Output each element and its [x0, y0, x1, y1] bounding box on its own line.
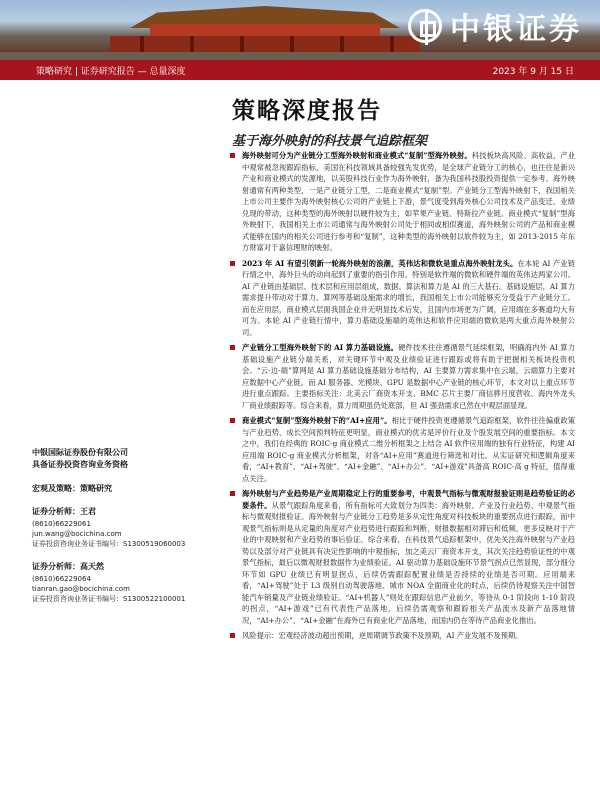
paragraph-text: 科技板块高风险、高收益，产业中观常被忽视跟踪指标，美国在科技领域具备较强先发优势，是全球产业链分工的核心，也往往是新兴产业和商业模式的发源地，以美股科技行业作为海外映射，备为我国科技股投资提供一定参考。海外映射通常有两种类型，一是产业链分工型，二是商业模式“复制”型。产业链分工型海外映射下，我国相关上市公司主要作为海外映射核心公司的产业链上下游，景气度受到海外核心公司技术及产品变迁、业绩兑现的带动，这种类型的海外映射以硬件较为主，如苹果产业链、特斯拉产业链。商业模式“复制”型海外映射下，我国相关上市公司通常与海外映射公司处于相同或相似赛道，海外映射公司的产品和商业模式能够在国内的相关公司进行参考和“复制”，这种类型的海外映射以软件较为主，如 2013-2015 年东方财富对于嘉信理财的映射。 [242, 151, 575, 252]
bank-logo-icon [408, 9, 442, 43]
analyst-name: 证券分析师：高天然 [32, 562, 104, 571]
analyst-email[interactable]: jun.wang@bocichina.com [32, 530, 122, 538]
summary-paragraph [230, 415, 575, 484]
summary-paragraph [230, 258, 575, 339]
report-category: 策略研究 | 证券研究报告 — 总量深度 [36, 66, 186, 77]
analyst-card [32, 506, 222, 549]
summary-paragraph [230, 488, 575, 626]
paragraph-lead: 2023 年 AI 有望引领新一轮海外映射的浪潮，英伟达和微软是重点海外映射龙头。 [242, 258, 518, 268]
paragraph-lead: 海外映射与产业趋势是产业周期稳定上行的重要参考，中观景气指标与微观财报验证则是趋势验证的必要条件。 [242, 489, 575, 510]
brand-name: 中银证券 [450, 12, 582, 47]
paragraph-text: 风险提示：宏观经济波动超出预期，逆周期调节政策不及预期，AI 产业发展不及预期。 [242, 631, 523, 640]
analyst-phone: (8610)66229064 [32, 575, 91, 583]
bullet-square-icon [230, 491, 235, 496]
analyst-email[interactable]: tianran.gao@bocichina.com [32, 585, 130, 593]
paragraph-lead: 商业模式“复制”型海外映射下的“AI+应用”。 [242, 416, 392, 425]
research-field: 宏观及策略：策略研究 [32, 484, 112, 493]
analyst-name: 证券分析师：王君 [32, 507, 96, 516]
cover-banner [0, 0, 600, 60]
analyst-phone: (8610)66229061 [32, 520, 91, 528]
paragraph-text: 从景气跟踪角度来看，所有指标可大致划分为四类：海外映射、产业及行业趋势、中观景气指标与微观财报验证。海外映射与产业链分工趋势是多从定性角度对科技板块的重要拐点进行跟踪，而中观景气指标则是从定量的角度对产业趋势进行跟踪和判断，财报数据相对滞后和低频，更多反映对于产业的中观映射和产业趋势的事后验证。综合来看，在科技景气追踪框架中，优先关注海外映射与产业趋势以及部分对产业链具有决定性影响的中观指标，加之美云厂商资本开支，其次关注趋势验证性的中观景气指标，最后以微观财报数据作为业绩验证。AI 驱动算力基础设施环节景气拐点已然显现，部分细分环节如 GPU 业绩已有明显拐点，后续仍需跟踪配置业绩是否持续的业绩是否可期。应用端来看，“AI+驾驶”处于 L3 级别自动驾驶落地、城市 NOA 全面商业化的时点，后续仍待观察关注中国智能汽车销量及产业链业绩验证。“AI+机器人”则处在跟踪信息产业前夕，等待从 0-1 阶段向 1-10 阶段的拐点，“AI+游戏”已有代表性产品落地，后续仍需观察和跟踪相关产品流水及新产品落地情况，“AI+办公”、“AI+金融”在海外已有商业化产品落地，而国内仍在等待产品商业化推出。 [242, 500, 575, 625]
bullet-square-icon [230, 261, 235, 266]
bullet-square-icon [230, 153, 235, 158]
org-qualification: 具备证券投资咨询业务资格 [32, 460, 128, 469]
summary-paragraph [230, 150, 575, 254]
report-date: 2023 年 9 月 15 日 [492, 66, 574, 77]
paragraph-text: 硬件技术往往遵循景气延续框架，明确海内外 AI 算力基础设施产业链分端关系，对关键环节中观及业绩验证进行跟踪或将有助于把握相关板块投资机会。“云-边-端”算网是 AI 算力基础设施基础分布结构，AI 主要算力需求集中在云端，云端算力主要对应数据中心产业链。而 AI 服务器、光模块、GPU 是数据中心产业链的核心环节，本文对以上重点环节进行重点跟踪。主要指标关注：北美云厂商资本开支、BMC 芯片主要厂商信骅月度营收、海内外龙头厂商业绩跟踪等。综合来看，算力周期虽仍处底部，但 AI 强劲需求已然在中观层面显现。 [242, 343, 575, 410]
analyst-license: 证券投资咨询业务证书编号：S1300519060003 [32, 540, 186, 548]
paragraph-text: 在本轮 AI 产业链行情之中，海外巨头的动向起到了重要的指引作用，特别是软件端的微软和硬件端的英伟达两家公司。AI 产业链由基础层、技术层和应用层组成，数据、算法和算力是 AI 的三大基石。基础设施层，AI 算力需求提升带动对于算力、算网等基础设施需求的增长，我国相关上市公司能够充分受益于产业链分工。而在应用层，商业模式层面我国企业并无明显技术后发，且国内市场更为广阔，应用端在多赛道均大有可为。本轮 AI 产业链行情中，算力基础设施端的英伟达和软件应用端的微软是两大重点海外映射公司。 [242, 258, 575, 337]
report-category-bar [0, 60, 600, 80]
bullet-square-icon [230, 633, 235, 638]
paragraph-text: 相比于硬件投资更遵循景气追踪框架，软件往往偏重政策与产业趋势、成长空间预判特征更明显，商业模式的优劣是评价行业及个股发展空间的重要指标。本文之中，我们在经典的 ROIC-g 商业模式二维分析框架之上结合 AI 软件应用端的独有行业特征，构建 AI 应用端 ROIC-g 商业模式分析框架，对各“AI+应用”赛道进行筛选和对比。从实证研究和逻辑角度来看，“AI+教育”、“AI+驾驶”、“AI+金融”、“AI+办公”、“AI+游戏”具备高 ROIC-高 g 特征，值得重点关注。 [242, 416, 575, 483]
paragraph-lead: 产业链分工型海外映射下的 AI 算力基础设施。 [242, 343, 399, 352]
paragraph-lead: 海外映射可分为产业链分工型海外映射和商业模式“复制”型海外映射。 [242, 151, 472, 160]
report-title: 策略深度报告 [232, 98, 382, 124]
brand-logo [408, 4, 582, 48]
org-name: 中银国际证券股份有限公司 [32, 448, 128, 457]
analyst-card [32, 561, 222, 604]
summary-paragraph [230, 342, 575, 411]
analyst-license: 证券投资咨询业务证书编号：S1300522100001 [32, 595, 186, 603]
plaza-ground [0, 52, 600, 60]
bullet-square-icon [230, 345, 235, 350]
risk-warning [230, 630, 575, 642]
analyst-sidebar [32, 447, 222, 604]
bullet-square-icon [230, 418, 235, 423]
report-subtitle: 基于海外映射的科技景气追踪框架 [232, 134, 428, 149]
report-summary [230, 150, 575, 800]
